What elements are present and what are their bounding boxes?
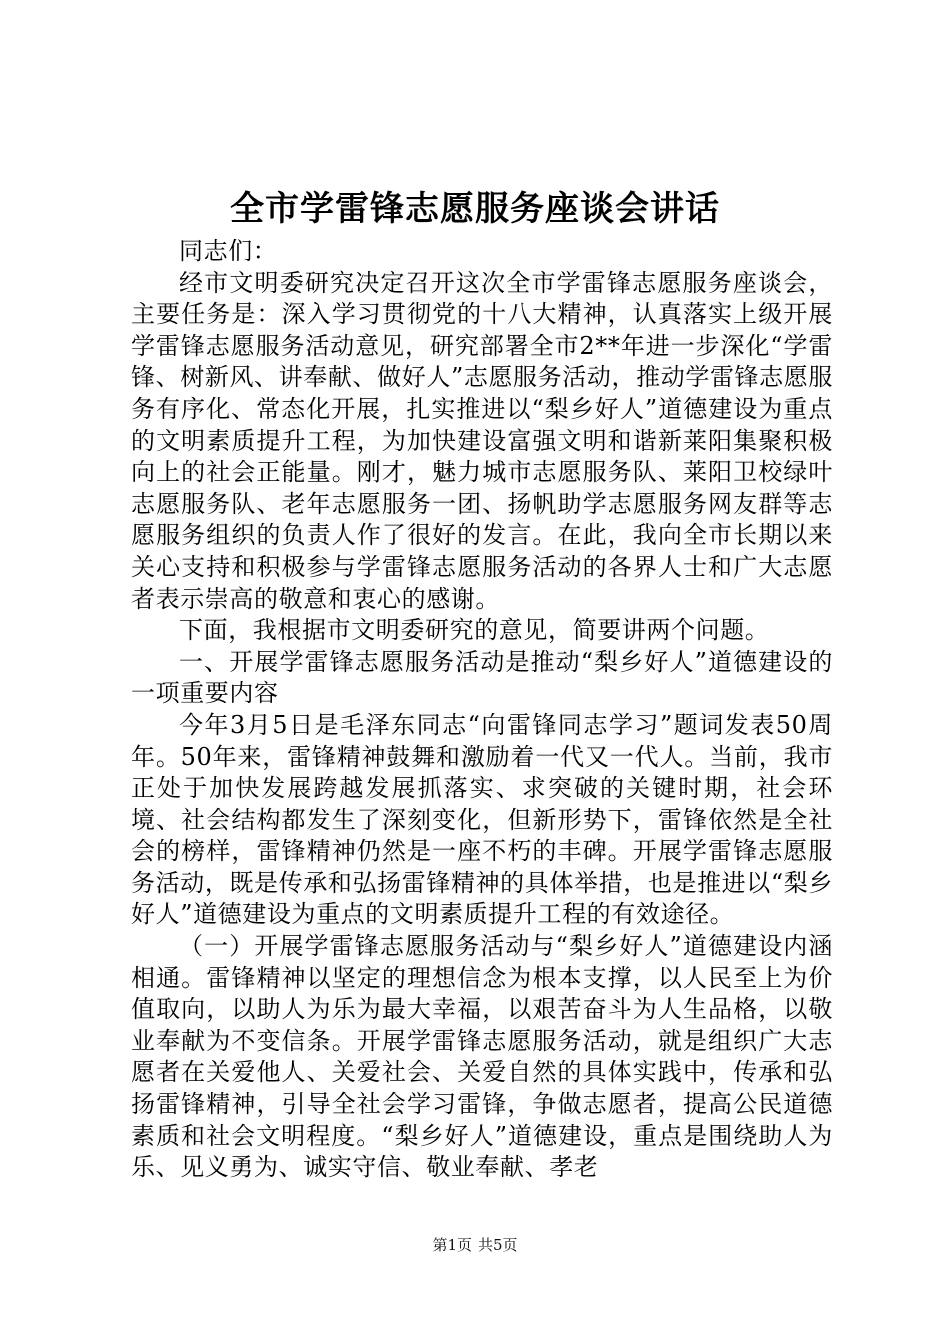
document-title: 全市学雷锋志愿服务座谈会讲话 <box>230 189 720 229</box>
page-footer <box>0 1235 950 1255</box>
subsection-paragraph: （一）开展学雷锋志愿服务活动与“梨乡好人”道德建设内涵相通。雷锋精神以坚定的理想信念为根本支撑，以人民至上为价值取向，以助人为乐为最大幸福，以艰苦奋斗为人生品格，以敬业奉献为不变信条。开展学雷锋志愿服务活动，就是组织广大志愿者在关爱他人、关爱社会、关爱自然的具体实践中，传承和弘扬雷锋精神，引导全社会学习雷锋，争做志愿者，提高公民道德素质和社会文明程度。“梨乡好人”道德建设，重点是围绕助人为乐、见义勇为、诚实守信、敬业奉献、孝老 <box>131 932 833 1182</box>
page-number: 第1页 <box>432 1236 472 1254</box>
body-paragraph: 今年3月5日是毛泽东同志“向雷锋同志学习”题词发表50周年。50年来，雷锋精神鼓舞和激励着一代又一代人。当前，我市正处于加快发展跨越发展抓落实、求突破的关键时期，社会环境、社会结构都发生了深刻变化，但新形势下，雷锋依然是全社会的榜样，雷锋精神仍然是一座不朽的丰碑。开展学雷锋志愿服务活动，既是传承和弘扬雷锋精神的具体举措，也是推进以“梨乡好人”道德建设为重点的文明素质提升工程的有效途径。 <box>131 710 833 929</box>
section-heading: 一、开展学雷锋志愿服务活动是推动“梨乡好人”道德建设的一项重要内容 <box>131 647 833 708</box>
salutation-paragraph: 同志们： <box>179 237 278 265</box>
body-paragraph: 下面，我根据市文明委研究的意见，简要讲两个问题。 <box>179 616 770 645</box>
body-paragraph: 经市文明委研究决定召开这次全市学雷锋志愿服务座谈会，主要任务是：深入学习贯彻党的十八大精神，认真落实上级开展学雷锋志愿服务活动意见，研究部署全市2**年进一步深化“学雷锋、树新风、讲奉献、做好人”志愿服务活动，推动学雷锋志愿服务有序化、常态化开展，扎实推进以“梨乡好人”道德建设为重点的文明素质提升工程，为加快建设富强文明和谐新莱阳集聚积极向上的社会正能量。刚才，魅力城市志愿服务队、莱阳卫校绿叶志愿服务队、老年志愿服务一团、扬帆助学志愿服务网友群等志愿服务组织的负责人作了很好的发言。在此，我向全市长期以来关心支持和积极参与学雷锋志愿服务活动的各界人士和广大志愿者表示崇高的敬意和衷心的感谢。 <box>131 268 833 613</box>
document-body <box>131 236 833 1184</box>
page-total: 共5页 <box>478 1236 518 1254</box>
